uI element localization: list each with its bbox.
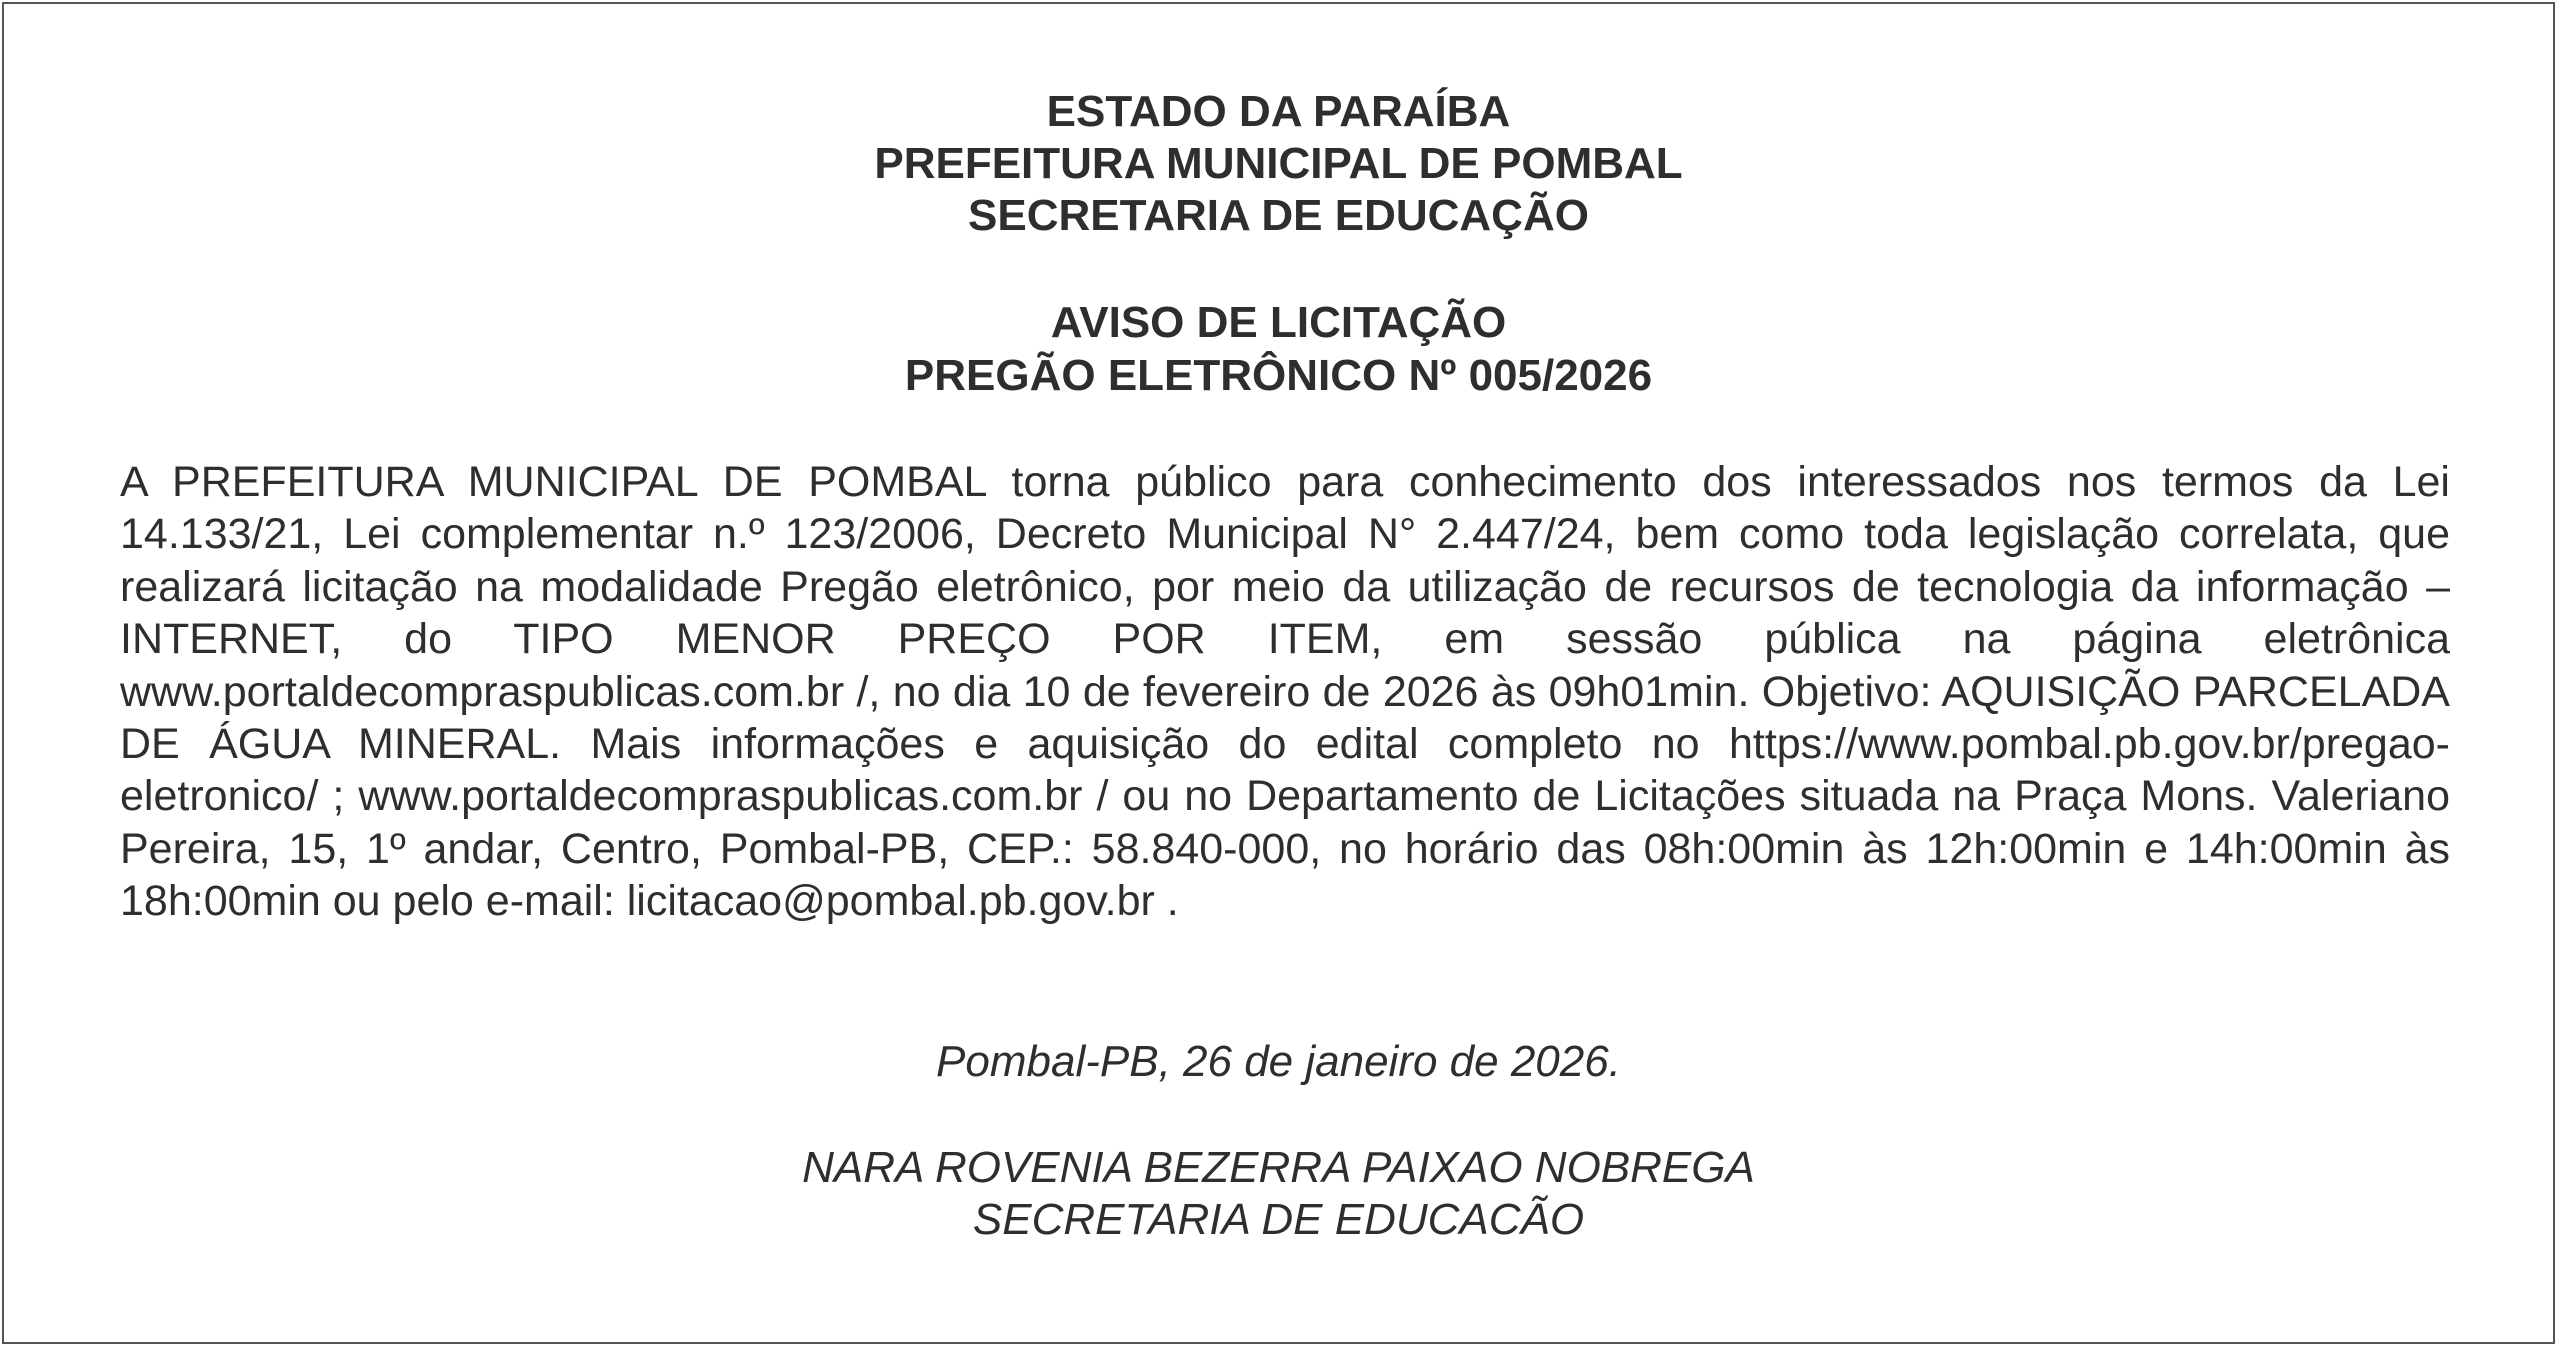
notice-frame	[2, 2, 2555, 1344]
notice-title-block	[4, 296, 2553, 402]
header-secretariat: SECRETARIA DE EDUCAÇÃO	[968, 191, 1589, 240]
signer-name: NARA ROVENIA BEZERRA PAIXAO NOBREGA	[802, 1143, 1755, 1192]
notice-body	[120, 456, 2450, 928]
issuer-header	[4, 86, 2553, 242]
signer-title: SECRETARIA DE EDUCACÃO	[972, 1195, 1585, 1244]
signature-block	[4, 1142, 2553, 1246]
place-date-block	[4, 1036, 2553, 1088]
notice-subtitle: PREGÃO ELETRÔNICO Nº 005/2026	[904, 351, 1653, 400]
place-date: Pombal-PB, 26 de janeiro de 2026.	[936, 1037, 1621, 1086]
notice-title: AVISO DE LICITAÇÃO	[1050, 298, 1507, 347]
header-prefecture: PREFEITURA MUNICIPAL DE POMBAL	[874, 139, 1683, 188]
header-state: ESTADO DA PARAÍBA	[1046, 87, 1511, 136]
notice-paragraph: A PREFEITURA MUNICIPAL DE POMBAL torna público para conhecimento dos interessados nos termos da Lei 14.133/21, Lei complementar n.º 123/2006, Decreto Municipal N° 2.447/24, bem como toda legislação correlata, que realizará licitação na modalidade Pregão eletrônico, por meio da utilização de recursos de tecnologia da informação – INTERNET, do TIPO MENOR PREÇO POR ITEM, em sessão pública na página eletrônica www.portaldecompraspublicas.com.br /, no dia 10 de fevereiro de 2026 às 09h01min. Objetivo: AQUISIÇÃO PARCELADA DE ÁGUA MINERAL. Mais informações e aquisição do edital completo no https://www.pombal.pb.gov.br/pregao- eletronico/ ; www.portaldecompraspublicas.com.br / ou no Departamento de Licitações situada na Praça Mons. Valeriano Pereira, 15, 1º andar, Centro, Pombal-PB, CEP.: 58.840-000, no horário das 08h:00min às 12h:00min e 14h:00min às 18h:00min ou pelo e-mail: licitacao@pombal.pb.gov.br .	[120, 458, 2450, 926]
